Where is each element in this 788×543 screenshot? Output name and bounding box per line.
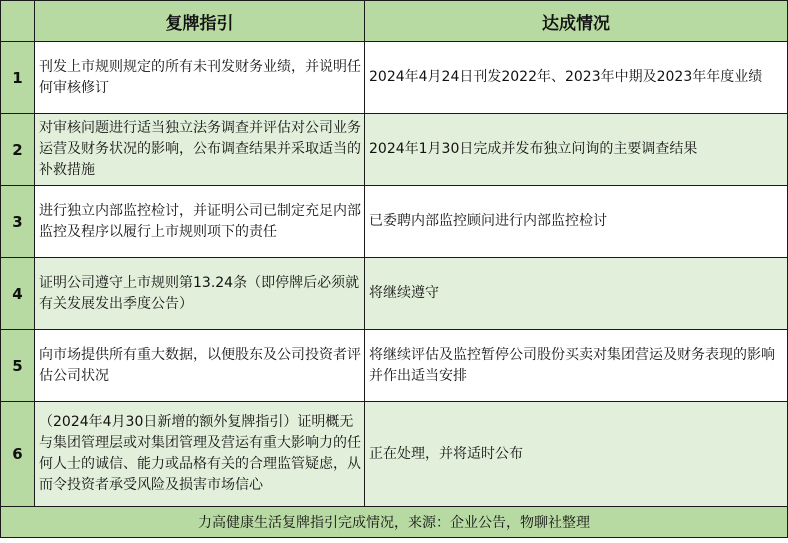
header-row (1, 1, 788, 42)
status-cell: 2024年1月30日完成并发布独立问询的主要调查结果 (365, 114, 788, 186)
table-row (1, 330, 788, 402)
row-number: 2 (1, 114, 35, 186)
table-row (1, 258, 788, 330)
row-number: 6 (1, 402, 35, 507)
row-number: 4 (1, 258, 35, 330)
header-status: 达成情况 (365, 1, 788, 42)
status-cell: 2024年4月24日刊发2022年、2023年中期及2023年年度业绩 (365, 42, 788, 114)
status-cell: 已委聘内部监控顾问进行内部监控检讨 (365, 186, 788, 258)
guidance-cell: 进行独立内部监控检讨，并证明公司已制定充足内部监控及程序以履行上市规则项下的责任 (35, 186, 365, 258)
guidance-cell: 向市场提供所有重大数据，以便股东及公司投资者评估公司状况 (35, 330, 365, 402)
table-row (1, 186, 788, 258)
header-guidance: 复牌指引 (35, 1, 365, 42)
table-caption: 力高健康生活复牌指引完成情况，来源：企业公告，物聊社整理 (1, 507, 788, 538)
table-row (1, 114, 788, 186)
table-row (1, 42, 788, 114)
row-number: 5 (1, 330, 35, 402)
status-cell: 将继续评估及监控暂停公司股份买卖对集团营运及财务表现的影响并作出适当安排 (365, 330, 788, 402)
footer-row (1, 507, 788, 538)
header-number-cell (1, 1, 35, 42)
row-number: 1 (1, 42, 35, 114)
table-row (1, 402, 788, 507)
guidance-cell: 刊发上市规则规定的所有未刊发财务业绩，并说明任何审核修订 (35, 42, 365, 114)
guidance-cell: 证明公司遵守上市规则第13.24条（即停牌后必须就有关发展发出季度公告） (35, 258, 365, 330)
guidance-cell: （2024年4月30日新增的额外复牌指引）证明概无与集团管理层或对集团管理及营运有重大影响力的任何人士的诚信、能力或品格有关的合理监管疑虑，从而令投资者承受风险及损害市场信心 (35, 402, 365, 507)
row-number: 3 (1, 186, 35, 258)
status-cell: 正在处理，并将适时公布 (365, 402, 788, 507)
status-cell: 将继续遵守 (365, 258, 788, 330)
guidance-cell: 对审核问题进行适当独立法务调查并评估对公司业务运营及财务状况的影响，公布调查结果并采取适当的补救措施 (35, 114, 365, 186)
